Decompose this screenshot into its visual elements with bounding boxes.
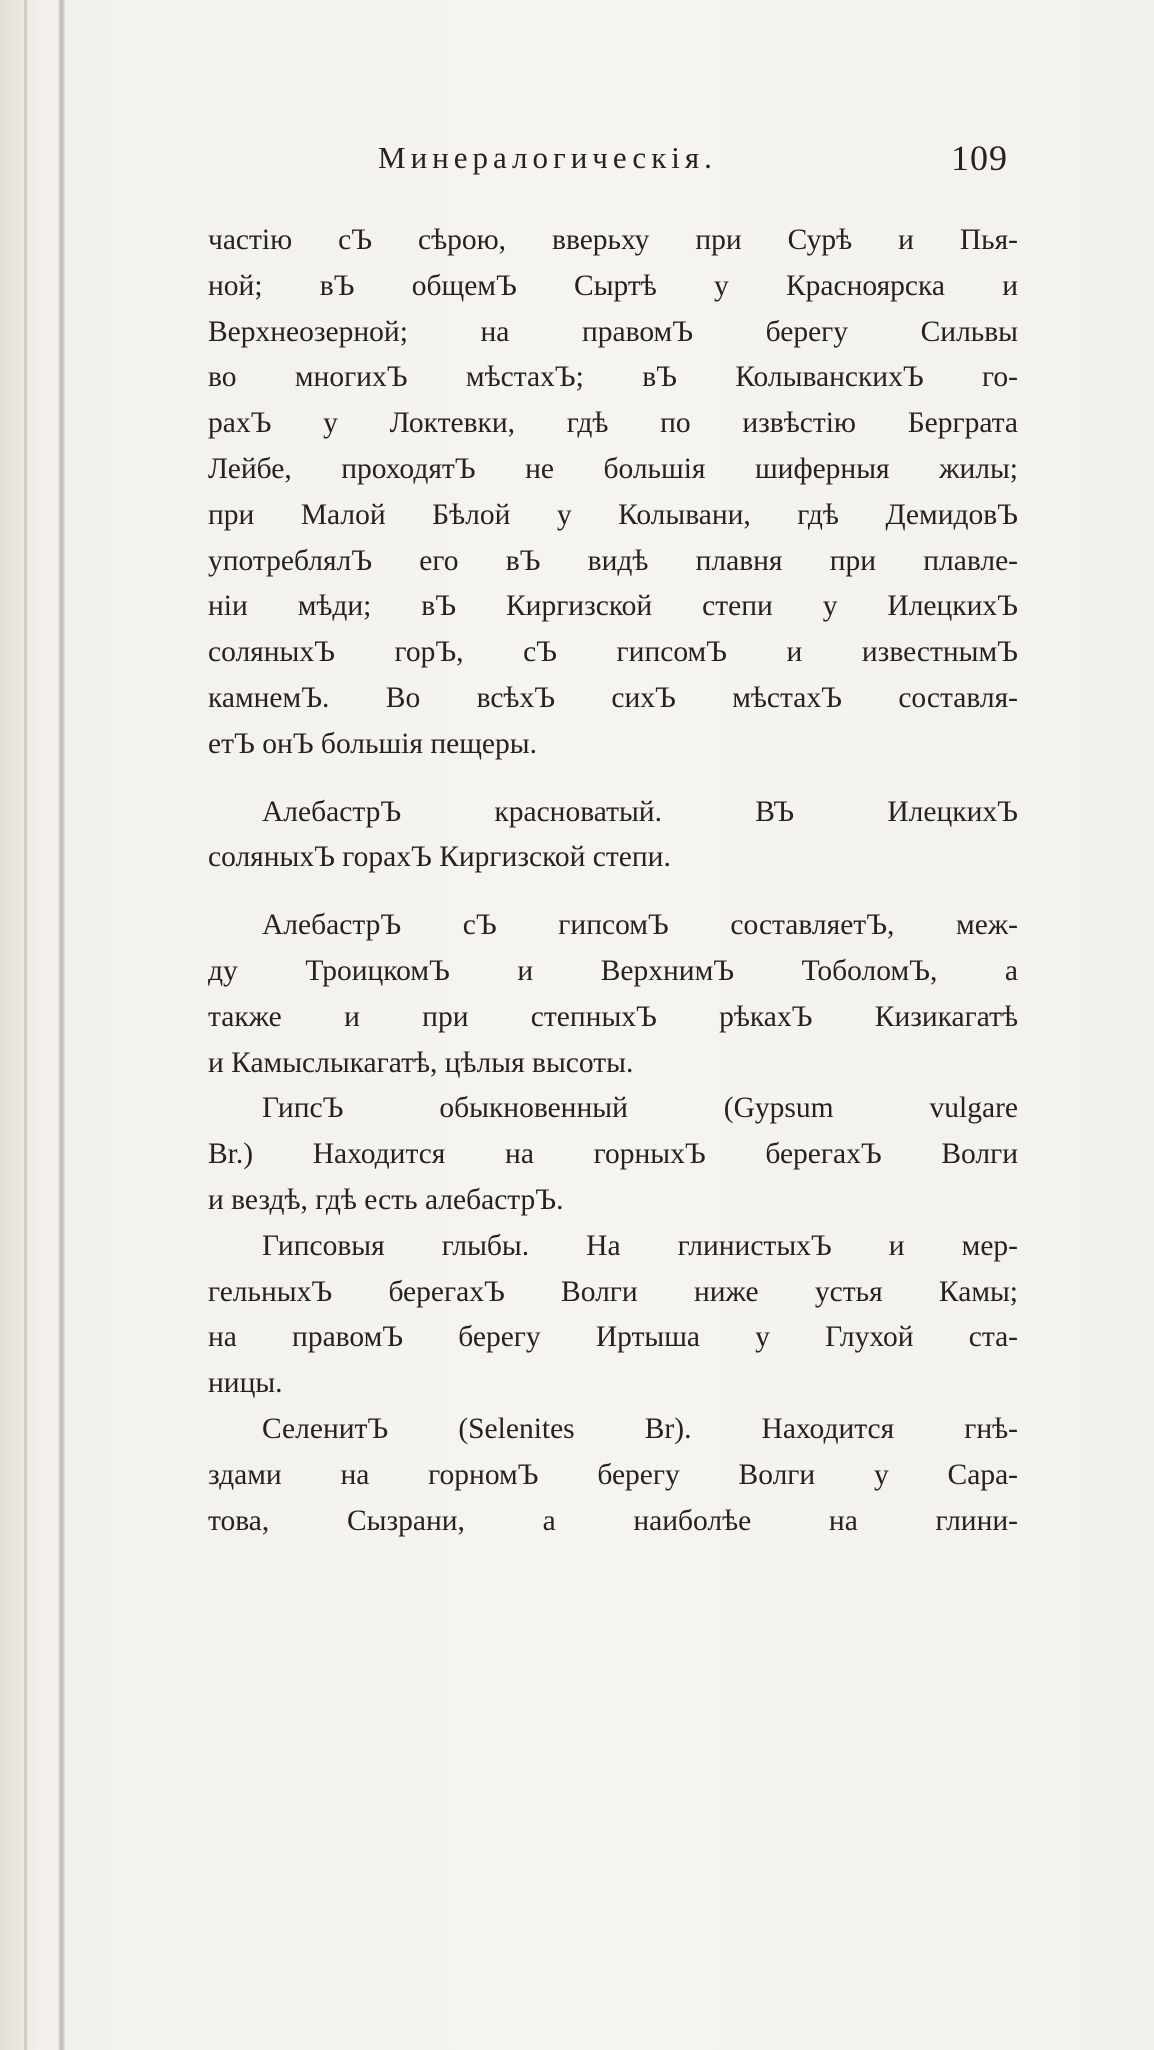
paragraph-gap xyxy=(208,768,1018,790)
text-line: СеленитЪ (Selenites Br). Находится гнѣ- xyxy=(262,1412,1018,1445)
running-title: Минералогическія. xyxy=(378,140,717,175)
text-line: АлебастрЪ красноватый. ВЪ ИлецкихЪ xyxy=(262,795,1018,828)
text-line: и Камыслыкагатѣ, цѣлыя высоты. xyxy=(208,1046,634,1079)
paragraph-gap xyxy=(208,881,1018,903)
text-line: на правомЪ берегу Иртыша у Глухой ста- xyxy=(208,1321,1018,1354)
text-line: во многихЪ мѣстахЪ; вЪ КолыванскихЪ го- xyxy=(208,361,1018,394)
text-line: ницы. xyxy=(208,1367,283,1400)
text-line: Гипсовыя глыбы. На глинистыхЪ и мер- xyxy=(262,1229,1018,1262)
text-line: Br.) Находится на горныхЪ берегахЪ Волги xyxy=(208,1138,1018,1171)
binding-shadow xyxy=(58,0,65,2050)
text-line: ду ТроицкомЪ и ВерхнимЪ ТоболомЪ, а xyxy=(208,954,1018,987)
page-number: 109 xyxy=(951,138,1008,178)
text-line: Лейбе, проходятЪ не большія шиферныя жилы; xyxy=(208,452,1018,485)
text-line: также и при степныхЪ рѣкахЪ Кизикагатѣ xyxy=(208,1000,1018,1033)
text-line: ГипсЪ обыкновенный (Gypsum vulgare xyxy=(262,1092,1018,1125)
text-line: соляныхЪ горахЪ Киргизской степи. xyxy=(208,841,671,874)
text-line: Верхнеозерной; на правомЪ берегу Сильвы xyxy=(208,315,1018,348)
page-edge-shadow xyxy=(24,0,27,2050)
text-line: гельныхЪ берегахЪ Волги ниже устья Камы; xyxy=(208,1275,1018,1308)
text-line: АлебастрЪ сЪ гипсомЪ составляетЪ, меж- xyxy=(262,909,1018,942)
text-line: частію сЪ сѣрою, вверьху при Сурѣ и Пья- xyxy=(208,224,1018,256)
text-line: етЪ онЪ большія пещеры. xyxy=(208,727,537,760)
text-line: и вездѣ, гдѣ есть алебастрЪ. xyxy=(208,1183,564,1216)
text-line: ной; вЪ общемЪ Сыртѣ у Красноярска и xyxy=(208,269,1018,302)
page-header xyxy=(208,140,1008,190)
text-line: здами на горномЪ берегу Волги у Сара- xyxy=(208,1458,1018,1491)
text-line: ніи мѣди; вЪ Киргизской степи у ИлецкихЪ xyxy=(208,590,1018,623)
text-line: рахЪ у Локтевки, гдѣ по извѣстію Берграта xyxy=(208,407,1018,440)
text-line: соляныхЪ горЪ, сЪ гипсомЪ и известнымЪ xyxy=(208,636,1018,669)
text-line: при Малой Бѣлой у Колывани, гдѣ ДемидовЪ xyxy=(208,498,1018,531)
body-text xyxy=(208,218,1018,1544)
text-line: това, Сызрани, а наиболѣе на глини- xyxy=(208,1504,1018,1537)
text-line: употреблялЪ его вЪ видѣ плавня при плавле- xyxy=(208,544,1018,577)
text-line: камнемЪ. Во всѣхЪ сихЪ мѣстахЪ составля- xyxy=(208,681,1018,714)
